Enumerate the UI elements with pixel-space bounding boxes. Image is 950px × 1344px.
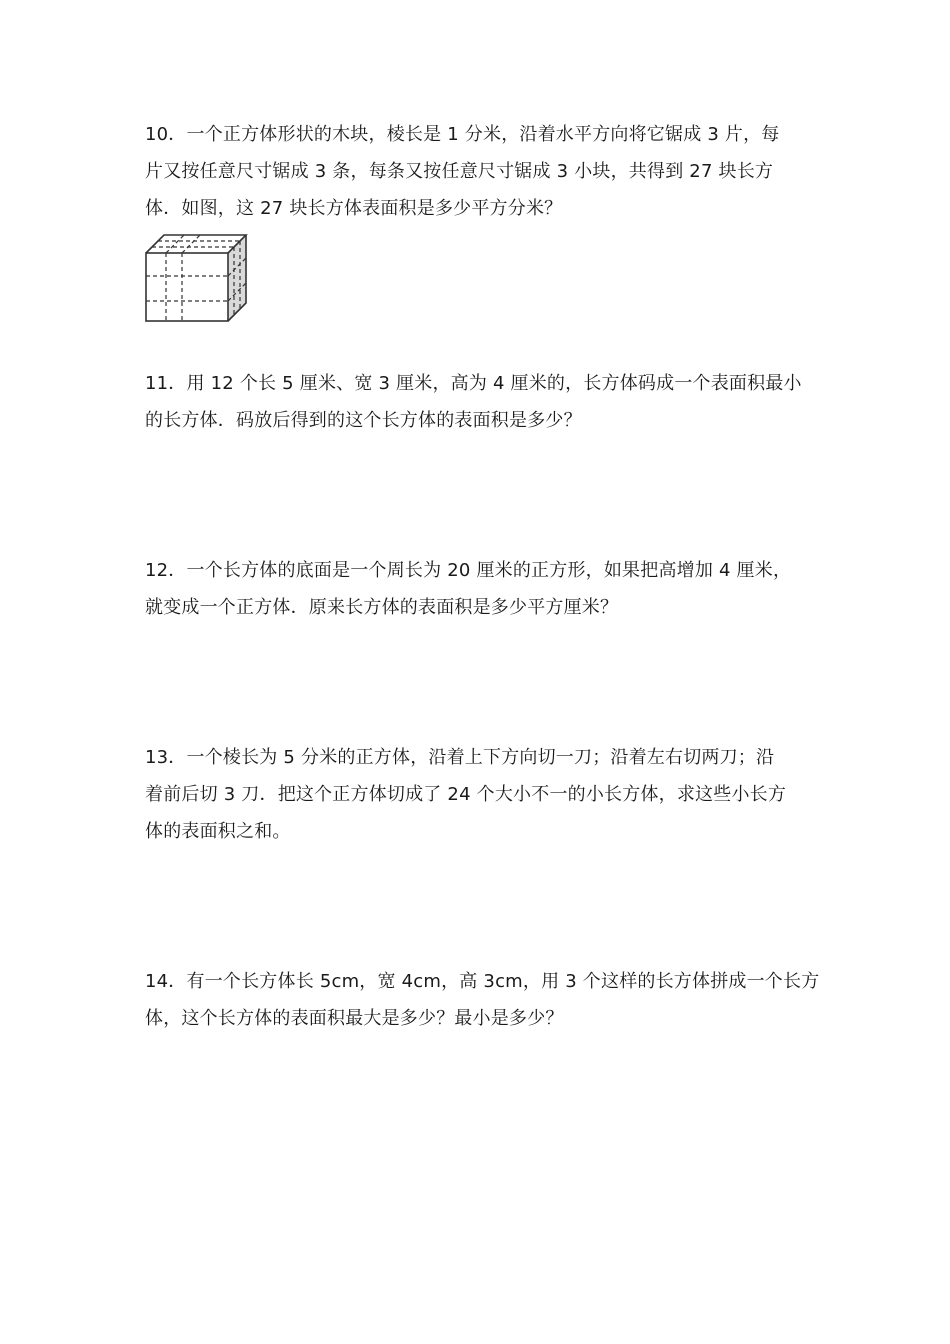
cube-top-outline [146, 235, 246, 253]
cube-side-face [228, 235, 246, 321]
question-11-line-2: 的长方体．码放后得到的这个长方体的表面积是多少？ [145, 410, 582, 431]
question-10-line-3: 体．如图，这 27 块长方体表面积是多少平方分米？ [145, 198, 563, 219]
question-10-line-1: 10．一个正方体形状的木块，棱长是 1 分米，沿着水平方向将它锯成 3 片，每 [145, 124, 780, 145]
question-12-line-2: 就变成一个正方体．原来长方体的表面积是多少平方厘米？ [145, 597, 619, 618]
question-14-line-2: 体，这个长方体的表面积最大是多少？最小是多少？ [145, 1008, 564, 1029]
cube-front-face [146, 253, 228, 321]
cut-cube-figure [144, 231, 250, 323]
question-14-line-1: 14．有一个长方体长 5cm，宽 4cm，高 3cm，用 3 个这样的长方体拼成一个长方 [145, 971, 820, 992]
question-12-line-1: 12．一个长方体的底面是一个周长为 20 厘米的正方形，如果把高增加 4 厘米， [145, 560, 792, 581]
question-13-line-2: 着前后切 3 刀．把这个正方体切成了 24 个大小不一的小长方体，求这些小长方 [145, 784, 787, 805]
question-11-line-1: 11．用 12 个长 5 厘米、宽 3 厘米，高为 4 厘米的，长方体码成一个表面积最小 [145, 373, 802, 394]
question-13-line-1: 13．一个棱长为 5 分米的正方体，沿着上下方向切一刀；沿着左右切两刀；沿 [145, 747, 775, 768]
question-13-line-3: 体的表面积之和。 [145, 821, 291, 842]
question-10-line-2: 片又按任意尺寸锯成 3 条，每条又按任意尺寸锯成 3 小块，共得到 27 块长方 [145, 161, 774, 182]
